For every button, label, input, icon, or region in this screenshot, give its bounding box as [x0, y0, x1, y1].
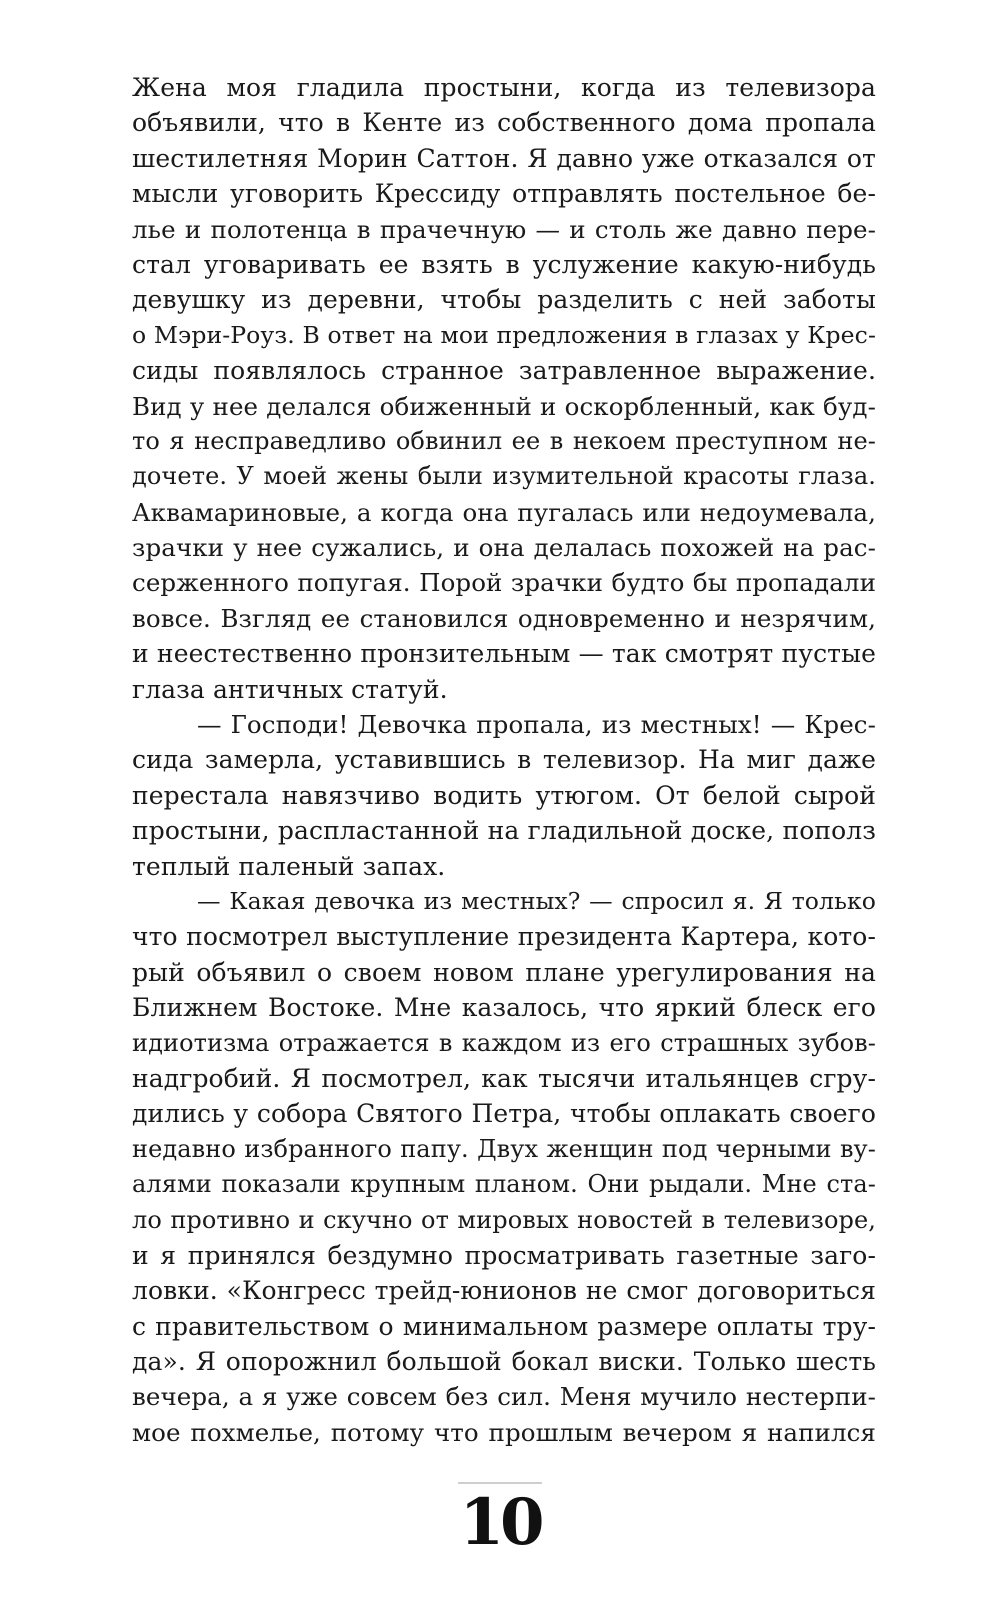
text-line: и я принялся бездумно просматривать газетные заго-: [132, 1240, 876, 1270]
text-line: сида замерла, уставившись в телевизор. На миг даже: [132, 745, 876, 775]
text-line: дочете. У моей жены были изумительной красоты глаза.: [132, 462, 876, 491]
paragraph-2: [132, 707, 876, 884]
text-line: о Мэри-Роуз. В ответ на мои предложения в глазах у Крес-: [132, 320, 876, 349]
text-line: надгробий. Я посмотрел, как тысячи итальянцев сгру-: [132, 1063, 876, 1093]
text-line: и неестественно пронзительным — так смотрят пустые: [132, 639, 876, 669]
page-number-rule: [458, 1482, 542, 1484]
text-line: то я несправедливо обвинил ее в некоем преступном не-: [132, 426, 876, 455]
text-line: ло противно и скучно от мировых новостей в телевизоре,: [132, 1205, 876, 1234]
text-line: сиды появлялось странное затравленное выражение.: [132, 356, 876, 386]
text-line: ловки. «Конгресс трейд-юнионов не смог договориться: [132, 1276, 876, 1306]
text-line: идиотизма отражается в каждом из его страшных зубов-: [132, 1028, 876, 1057]
text-line: — Господи! Девочка пропала, из местных! — Крес-: [197, 710, 876, 740]
text-line: Ближнем Востоке. Мне казалось, что яркий блеск его: [132, 993, 876, 1023]
text-line: глаза античных статуй.: [132, 674, 448, 704]
text-line: с правительством о минимальном размере оплаты тру-: [132, 1311, 876, 1341]
text-line: что посмотрел выступление президента Картера, кото-: [132, 922, 876, 952]
text-line: зрачки у нее сужались, и она делалась похожей на рас-: [132, 533, 876, 563]
text-line: простыни, распластанной на гладильной доске, пополз: [132, 816, 876, 846]
text-line: вечера, а я уже совсем без сил. Меня мучило нестерпи-: [132, 1382, 876, 1412]
text-line: Жена моя гладила простыни, когда из телевизора: [132, 73, 876, 102]
text-line: стал уговаривать ее взять в услужение какую-нибудь: [132, 249, 876, 279]
paragraph-1: [132, 70, 876, 707]
page-number: 10: [459, 1485, 541, 1560]
text-line: мое похмелье, потому что прошлым вечером я напился: [132, 1417, 876, 1447]
text-line: — Какая девочка из местных? — спросил я. Я только: [197, 886, 876, 915]
text-line: девушку из деревни, чтобы разделить с ней заботы: [132, 285, 876, 315]
paragraph-3: [132, 884, 876, 1450]
text-line: теплый паленый запах.: [132, 851, 446, 881]
text-line: рый объявил о своем новом плане урегулирования на: [132, 957, 876, 987]
text-line: алями показали крупным планом. Они рыдали. Мне ста-: [132, 1170, 876, 1199]
text-line: серженного попугая. Порой зрачки будто бы пропадали: [132, 568, 876, 598]
text-line: да». Я опорожнил большой бокал виски. Только шесть: [132, 1347, 876, 1377]
text-line: недавно избранного папу. Двух женщин под черными ву-: [132, 1134, 876, 1163]
text-line: вовсе. Взгляд ее становился одновременно и незрячим,: [132, 603, 876, 633]
text-line: дились у собора Святого Петра, чтобы оплакать своего: [132, 1099, 876, 1129]
body-text: [132, 70, 876, 1450]
text-line: объявили, что в Кенте из собственного дома пропала: [132, 108, 876, 138]
text-line: мысли уговорить Крессиду отправлять постельное бе-: [132, 179, 876, 209]
text-line: Аквамариновые, а когда она пугалась или недоумевала,: [132, 497, 876, 527]
text-line: перестала навязчиво водить утюгом. От белой сырой: [132, 780, 876, 810]
text-line: шестилетняя Морин Саттон. Я давно уже отказался от: [132, 143, 876, 173]
text-line: лье и полотенца в прачечную — и столь же давно пере-: [132, 214, 876, 244]
text-line: Вид у нее делался обиженный и оскорбленный, как буд-: [132, 391, 876, 421]
